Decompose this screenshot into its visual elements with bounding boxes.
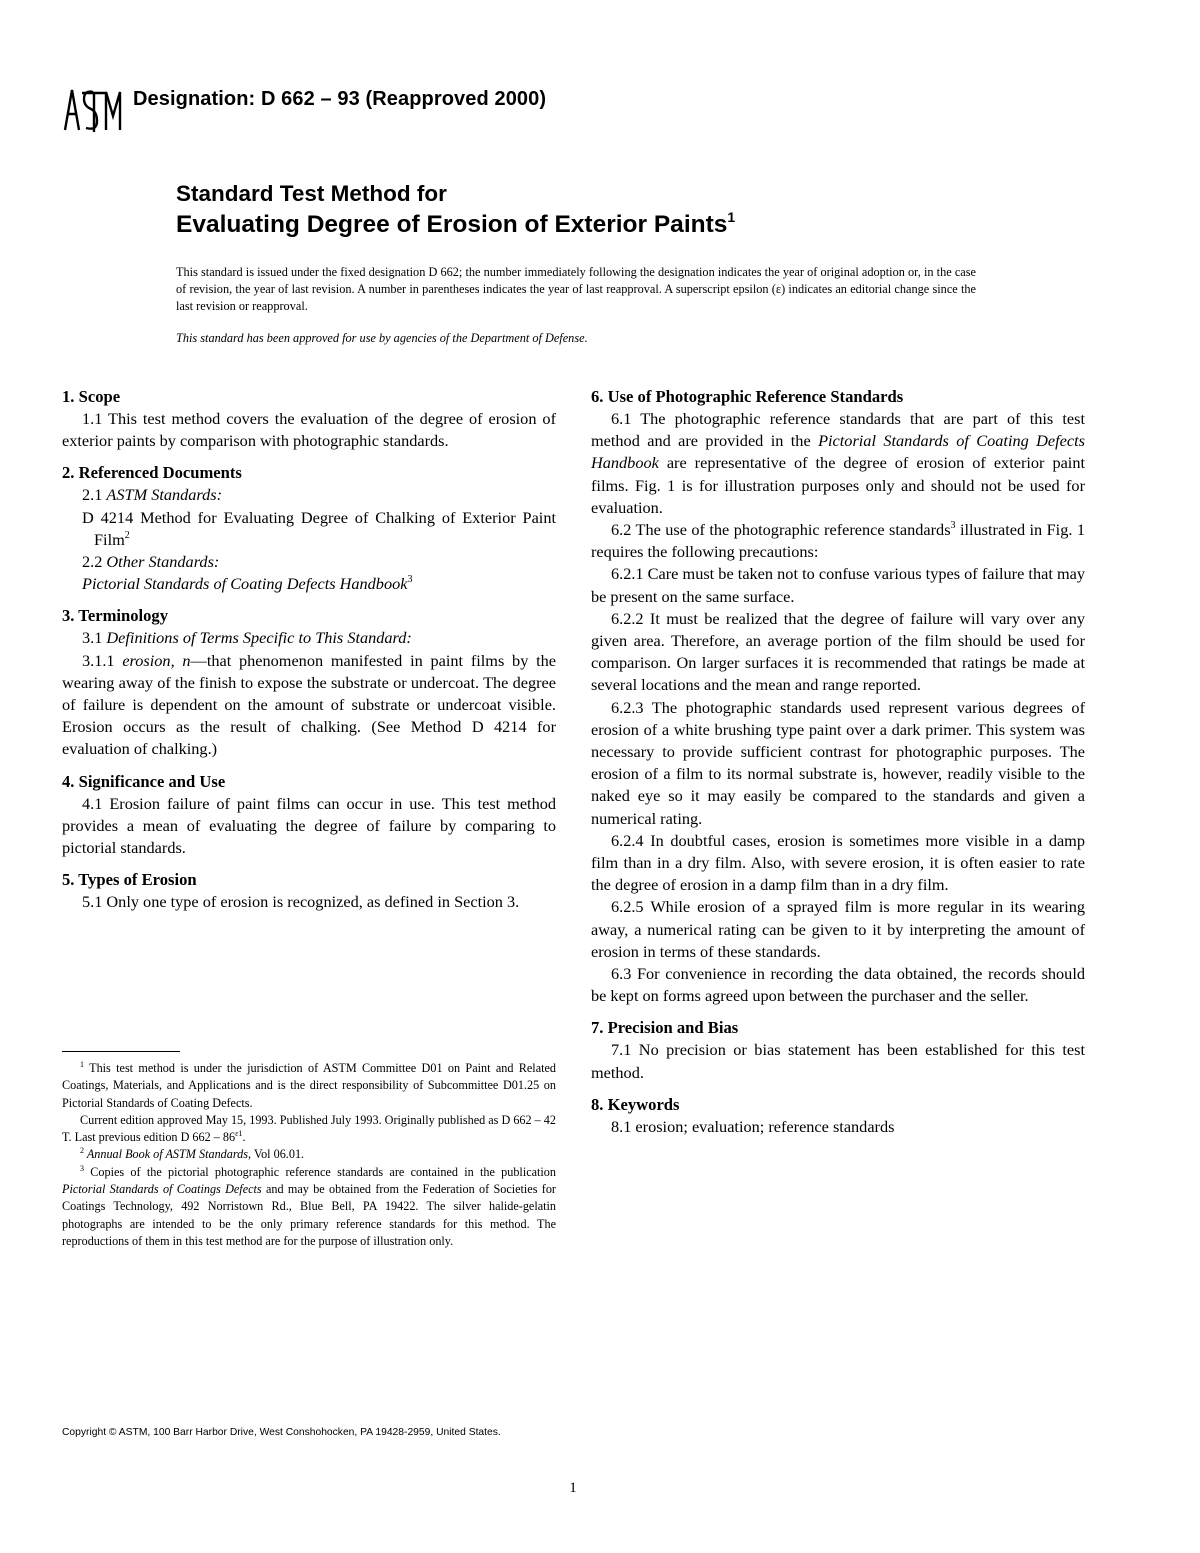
definition-text: —that phenomenon manifested in paint films by the wearing away of the finish to expose the substrate or undercoat. The degree of failure is dependent on the amount of substrate or undercoat visible. Erosion occurs as the result of chalking. (See Method D 4214 for evaluation of chalking.) <box>62 650 556 759</box>
footnote-mark: 2 <box>80 1146 84 1156</box>
paragraph-1-1: 1.1 This test method covers the evaluation of the degree of erosion of exterior paints by comparison with photographic standards. <box>62 409 556 451</box>
footnote-1-current-edition <box>62 1112 556 1147</box>
footnote-3 <box>62 1164 556 1250</box>
paragraph-3-1-1 <box>62 650 556 761</box>
footnote-text: Copies of the pictorial photographic reference standards are contained in the publication <box>84 1164 556 1179</box>
paragraph-6-1 <box>591 408 1085 519</box>
copyright-notice: Copyright © ASTM, 100 Barr Harbor Drive, West Conshohocken, PA 19428-2959, United States. <box>62 1427 501 1438</box>
title-line-2-text: Evaluating Degree of Erosion of Exterior Paints <box>176 211 728 238</box>
paragraph-text: illustrated in Fig. 1 requires the following precautions: <box>591 520 1085 562</box>
footnote-mark: 3 <box>407 574 413 586</box>
paragraph-6-2-4: 6.2.4 In doubtful cases, erosion is sometimes more visible in a damp film than in a dry film. Also, with severe erosion, it is often easier to rate the degree of erosion in a damp film than in a dry film. <box>591 830 1085 895</box>
issuance-notice: This standard is issued under the fixed designation D 662; the number immediately following the designation indicates the year of original adoption or, in the case of revision, the year of last revision. A number in parentheses indicates the year of last reapproval. A superscript epsilon (ε) indicates an editorial change since the last revision or reapproval. <box>176 265 976 314</box>
dod-notice: This standard has been approved for use by agencies of the Department of Defense. <box>176 331 588 345</box>
astm-logo <box>62 84 124 136</box>
footnote-text: . <box>242 1130 246 1145</box>
paragraph-number: 2.2 <box>82 552 107 572</box>
right-column <box>591 386 1085 1138</box>
section-heading-terminology: 3. Terminology <box>62 606 169 626</box>
paragraph-4-1: 4.1 Erosion failure of paint films can occur in use. This test method provides a mean of evaluating the degree of failure by comparing to pictorial standards. <box>62 793 556 858</box>
footnote-mark: 1 <box>80 1060 84 1069</box>
reference-text: Pictorial Standards of Coating Defects Handbook <box>82 574 408 594</box>
paragraph-number: 3.1 <box>82 628 107 648</box>
footnote-text: and may be obtained from the Federation of Societies for Coatings Technology, 492 Norristown Rd., Blue Bell, PA 19422. The silver halide-gelatin photographs are intended to be the only primary reference standards for this method. The reproductions of them in this test method are for the purpose of illustration only. <box>62 1182 556 1248</box>
paragraph-6-2-5: 6.2.5 While erosion of a sprayed film is more regular in its wearing away, a numerical rating can be given to it by interpreting the amount of erosion in terms of these standards. <box>591 897 1085 961</box>
document-title <box>176 180 735 241</box>
paragraph-text: are representative of the degree of erosion of exterior paint films. Fig. 1 is for illustration purposes only and should not be used for evaluation. <box>591 453 1085 517</box>
section-heading-keywords: 8. Keywords <box>591 1094 680 1114</box>
paragraph-text: 6.2 The use of the photographic reference standards <box>611 520 951 540</box>
title-footnote-mark: 1 <box>727 209 736 225</box>
paragraph-6-2 <box>591 519 1085 563</box>
paragraph-5-1: 5.1 Only one type of erosion is recognized, as defined in Section 3. <box>82 892 520 912</box>
paragraph-number: 2.1 <box>82 485 107 505</box>
epsilon-mark: ε1 <box>235 1129 243 1139</box>
paragraph-6-3: 6.3 For convenience in recording the data obtained, the records should be kept on forms agreed upon between the purchaser and the seller. <box>591 964 1085 1006</box>
subheading-definitions: Definitions of Terms Specific to This Standard: <box>106 628 412 648</box>
reference-d4214 <box>62 507 556 551</box>
paragraph-text: 6.1 The photographic reference standards that are part of this test method and are provided in the <box>591 409 1085 451</box>
footnote-2 <box>62 1146 556 1163</box>
footnote-text: , Vol 06.01. <box>247 1147 305 1162</box>
paragraph-6-2-1: 6.2.1 Care must be taken not to confuse various types of failure that may be present on the same surface. <box>591 564 1085 606</box>
footnote-mark: 3 <box>950 520 956 532</box>
paragraph-number: 3.1.1 <box>82 650 123 670</box>
reference-pictorial <box>62 573 556 595</box>
footnote-mark: 2 <box>124 529 130 541</box>
subheading-other-standards: Other Standards: <box>106 552 220 572</box>
paragraph-2-1 <box>62 484 556 506</box>
publication-title: Pictorial Standards of Coatings Defects <box>62 1182 262 1197</box>
paragraph-2-2 <box>62 551 556 573</box>
section-heading-types-of-erosion: 5. Types of Erosion <box>62 870 197 890</box>
reference-text: D 4214 Method for Evaluating Degree of Chalking of Exterior Paint Film <box>82 507 556 549</box>
title-line-2 <box>176 208 735 241</box>
section-heading-significance: 4. Significance and Use <box>62 771 226 791</box>
section-heading-photographic-standards: 6. Use of Photographic Reference Standards <box>591 387 904 406</box>
footnote-mark: 3 <box>80 1163 84 1173</box>
defined-term: erosion, n <box>122 650 191 670</box>
footnote-1 <box>62 1060 556 1112</box>
paragraph-6-2-3: 6.2.3 The photographic standards used represent various degrees of erosion of a white brushing type paint over a dark primer. This system was necessary to provide sufficient contrast for photographic purposes. The erosion of a film to its normal substrate is, however, readily visible to the naked eye so it may easily be compared to the standards and given a numerical rating. <box>591 697 1085 828</box>
footnote-text: This test method is under the jurisdiction of ASTM Committee D01 on Paint and Related Coatings, Materials, and Applications and is the direct responsibility of Subcommittee D01.25 on Pictorial Standards of Coating Defects. <box>62 1061 556 1110</box>
page-number: 1 <box>569 1480 577 1496</box>
section-heading-referenced-documents: 2. Referenced Documents <box>62 463 242 483</box>
paragraph-7-1: 7.1 No precision or bias statement has been established for this test method. <box>591 1040 1085 1082</box>
book-title: Annual Book of ASTM Standards <box>84 1147 248 1162</box>
left-column <box>62 386 556 913</box>
footnotes <box>62 1060 556 1250</box>
handbook-title: Pictorial Standards of Coating Defects Handbook <box>591 431 1085 473</box>
section-heading-scope: 1. Scope <box>62 387 121 406</box>
subheading-astm-standards: ASTM Standards: <box>106 485 223 505</box>
paragraph-6-2-2: 6.2.2 It must be realized that the degree of failure will vary over any given area. Therefore, an average portion of the film should be used for comparison. On larger surfaces it is recommended that ratings be made at several locations and the mean and range reported. <box>591 608 1085 695</box>
footnote-divider <box>62 1051 180 1052</box>
logo-text: ASTM <box>62 84 65 85</box>
title-line-1: Standard Test Method for <box>176 181 447 206</box>
designation: Designation: D 662 – 93 (Reapproved 2000) <box>133 88 547 110</box>
paragraph-3-1 <box>62 627 556 649</box>
paragraph-8-1: 8.1 erosion; evaluation; reference standards <box>611 1116 895 1136</box>
section-heading-precision-bias: 7. Precision and Bias <box>591 1018 739 1038</box>
footnote-text: Current edition approved May 15, 1993. Published July 1993. Originally published as D 662 – 42 T. Last previous edition D 662 – 86 <box>62 1112 556 1145</box>
